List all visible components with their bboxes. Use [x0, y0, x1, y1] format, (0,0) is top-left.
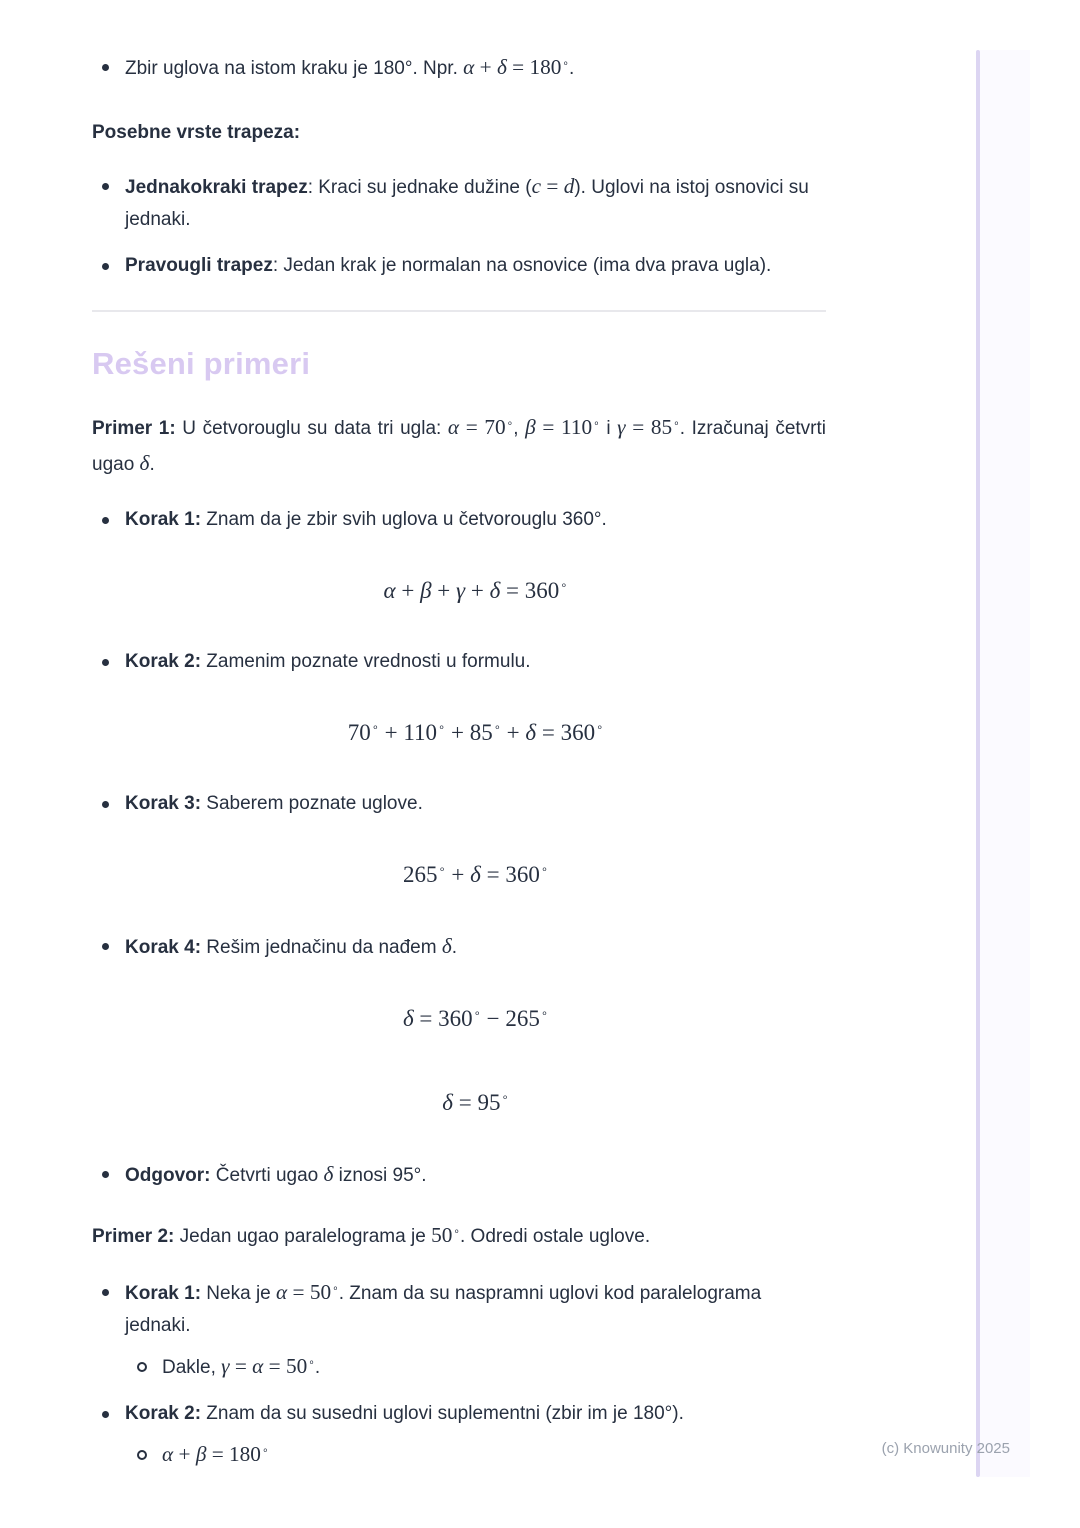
step-text [125, 646, 826, 678]
text-run: . [314, 1357, 321, 1378]
step-text [125, 1276, 826, 1342]
inline-math: δ [441, 934, 452, 958]
text-run: i [599, 418, 618, 439]
bold-label: Primer 2: [92, 1226, 175, 1247]
bold-label: Odgovor: [125, 1165, 211, 1186]
step-item [92, 646, 826, 748]
scrollbar-thumb[interactable] [976, 50, 980, 1477]
text-run: . [149, 454, 155, 475]
text-run: Neka je [201, 1283, 277, 1304]
inline-math: α = 70∘ [447, 415, 514, 439]
divider [92, 310, 826, 312]
sub-bullet-text [162, 1438, 826, 1472]
primer1-steps [92, 504, 826, 1192]
bold-label: Korak 4: [125, 937, 202, 958]
inline-math: c = d [531, 174, 575, 198]
trapez-properties-list [92, 51, 826, 85]
text-run: Rešim jednačinu da nađem [201, 937, 442, 958]
text-run: . Izračunaj četvrti ugao [92, 418, 826, 475]
inline-math: δ [139, 451, 150, 475]
text-run: : Jedan krak je normalan na osnovice (ima dva prava ugla). [272, 255, 772, 276]
inline-math: γ = α = 50∘ [221, 1354, 315, 1378]
bullet-text [125, 170, 826, 236]
section-label: Posebne vrste trapeza: [92, 122, 301, 143]
bullet-text [125, 51, 826, 85]
step-text [125, 504, 826, 536]
step-item [92, 788, 826, 890]
text-run: Saberem poznate uglove. [201, 793, 423, 814]
bullet-item [92, 51, 826, 85]
answer-item [92, 1158, 826, 1192]
step-item [92, 1398, 826, 1472]
step-text [125, 930, 826, 964]
step-sublist [127, 1438, 826, 1472]
bullet-item [92, 170, 826, 236]
display-math: δ = 95∘ [442, 1090, 509, 1115]
primer1-intro [92, 410, 826, 482]
display-math: 265∘ + δ = 360∘ [402, 862, 549, 887]
bold-label: Korak 1: [125, 1283, 202, 1304]
primer2-intro [92, 1218, 826, 1254]
sub-bullet-item [127, 1350, 826, 1384]
inline-math: γ = 85∘ [617, 415, 680, 439]
text-run: Znam da je zbir svih uglova u četvorouglu 360°. [201, 509, 607, 530]
bold-label: Korak 2: [125, 1403, 202, 1424]
inline-math: β = 110∘ [525, 415, 600, 439]
text-run: . [451, 937, 458, 958]
text-run: iznosi 95°. [333, 1165, 427, 1186]
bullet-item [92, 250, 826, 282]
bold-label: Primer 1: [92, 418, 176, 439]
display-math: δ = 360∘ − 265∘ [402, 1006, 549, 1031]
text-run: . Odredi ostale uglove. [459, 1226, 651, 1247]
text-run: U četvorouglu su data tri ugla: [175, 418, 448, 439]
scrollbar-track [980, 50, 1030, 1477]
inline-math: α = 50∘ [276, 1280, 339, 1304]
inline-math: δ [323, 1162, 334, 1186]
text-run: : Kraci su jednake dužine ( [307, 177, 532, 198]
text-run: ). Uglovi na istoj osnovici su jednaki. [125, 177, 809, 230]
sub-bullet-item [127, 1438, 826, 1472]
section-heading: Rešeni primeri [92, 346, 311, 381]
inline-math: 50∘ [431, 1223, 460, 1247]
display-math: 70∘ + 110∘ + 85∘ + δ = 360∘ [347, 720, 604, 745]
step-item [92, 1276, 826, 1384]
text-run: Jedan ugao paralelograma je [174, 1226, 432, 1247]
bold-label: Jednakokraki trapez [125, 177, 308, 198]
document-footer: (c) Knowunity 2025 [881, 1440, 1010, 1457]
primer2-steps [92, 1276, 826, 1472]
inline-math: α + β = 180∘ [162, 1442, 269, 1466]
text-run: . Znam da su naspramni uglovi kod paralelograma jednaki. [125, 1283, 762, 1336]
inline-math: α + δ = 180∘ [463, 55, 570, 79]
bold-label: Korak 2: [125, 651, 202, 672]
text-run: Zamenim poznate vrednosti u formulu. [201, 651, 531, 672]
text-run: Znam da su susedni uglovi suplementni (zbir im je 180°). [201, 1403, 684, 1424]
step-text [125, 788, 826, 820]
text-run: , [513, 418, 526, 439]
special-trapezoid-list [92, 170, 826, 282]
display-math: α + β + γ + δ = 360∘ [383, 578, 568, 603]
sub-bullet-text [162, 1350, 826, 1384]
bold-label: Korak 3: [125, 793, 202, 814]
bold-label: Korak 1: [125, 509, 202, 530]
bullet-text [125, 250, 826, 282]
bold-label: Pravougli trapez [125, 255, 273, 276]
text-run: Zbir uglova na istom kraku je 180°. Npr. [125, 58, 464, 79]
text-run: . [569, 58, 575, 79]
text-run: Dakle, [162, 1357, 222, 1378]
step-text [125, 1398, 826, 1430]
text-run: Četvrti ugao [210, 1165, 324, 1186]
step-item [92, 504, 826, 606]
step-sublist [127, 1350, 826, 1384]
answer-text [125, 1158, 826, 1192]
step-item [92, 930, 826, 1118]
